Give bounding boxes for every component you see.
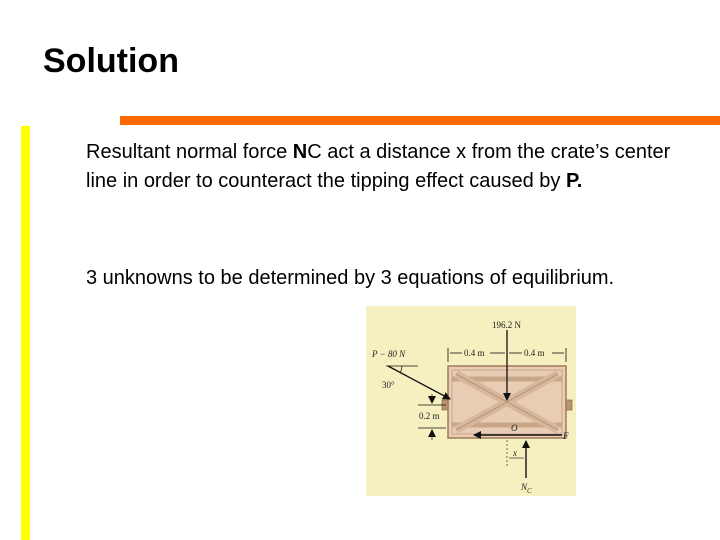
friction-label: F [563, 431, 569, 441]
paragraph1-text-n: N [292, 141, 308, 163]
height-label: 0.2 m [419, 411, 440, 421]
paragraph1-text-a: Resultant normal force [86, 141, 293, 163]
normal-label-sub: C [527, 487, 532, 495]
paragraph1-text-p: P. [565, 170, 583, 192]
angle-label: 30° [382, 380, 395, 390]
dist-left-label: 0.4 m [464, 348, 485, 358]
paragraph-normal-force [86, 138, 706, 196]
paragraph-unknowns: 3 unknowns to be determined by 3 equations of equilibrium. [86, 267, 615, 289]
x-label: x [513, 448, 517, 458]
p-force-label: P − 80 N [372, 349, 406, 359]
yellow-side-bar [21, 126, 30, 540]
weight-label: 196.2 N [492, 320, 521, 330]
paragraph1-text-c: C act a distance x from the crate’s center line in order to counteract the tipping effect caused by [86, 141, 671, 192]
free-body-diagram [366, 306, 576, 496]
origin-label: O [511, 423, 518, 433]
dist-right-label: 0.4 m [524, 348, 545, 358]
slide-title: Solution [43, 42, 179, 80]
orange-divider-bar [120, 116, 720, 125]
normal-label-main: N [521, 482, 528, 492]
free-body-diagram-svg [366, 306, 576, 496]
